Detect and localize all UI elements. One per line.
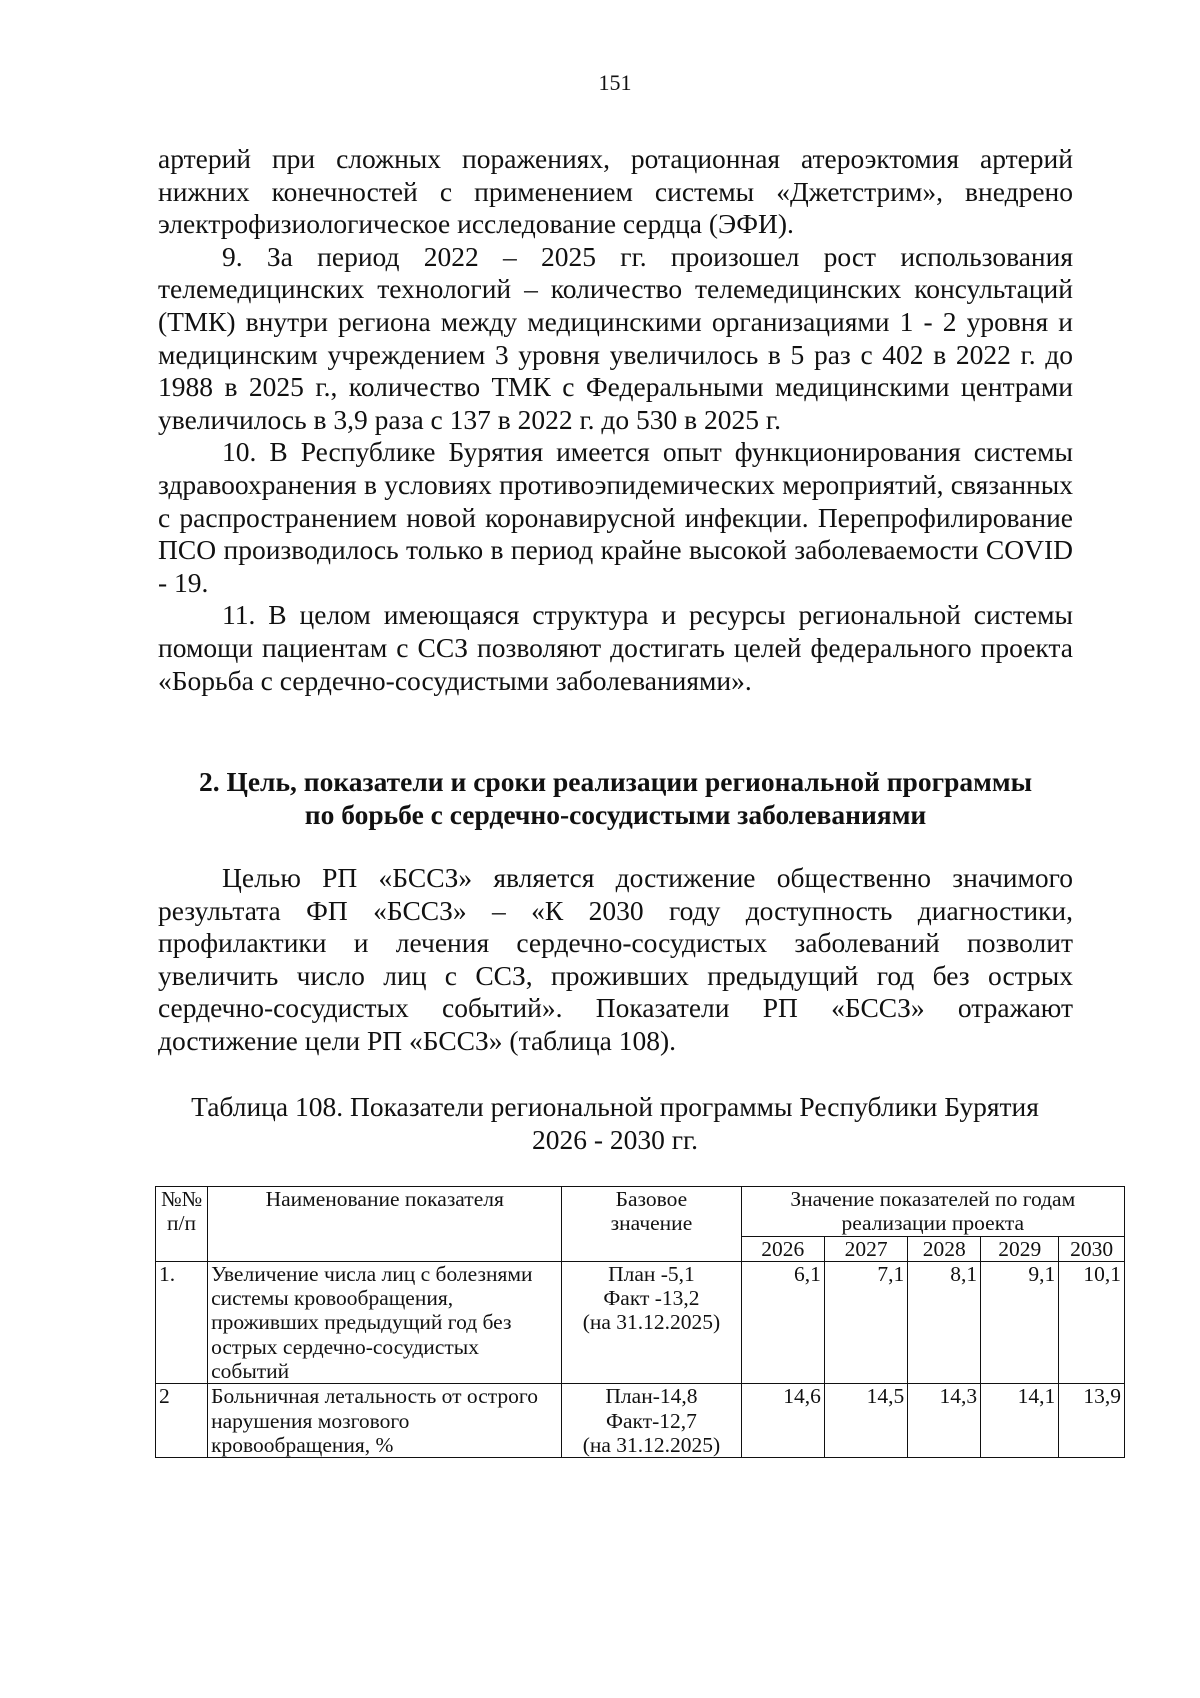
body-text-goal — [158, 862, 1073, 1058]
row-base-date: (на 31.12.2025) — [582, 1432, 721, 1457]
paragraph-continuation: артерий при сложных поражениях, ротационная атероэктомия артерий нижних конечностей с применением системы «Джетстрим», внедрено электрофизиологическое исследование сердца (ЭФИ). — [158, 143, 1073, 240]
header-indicator-name: Наименование показателя — [208, 1187, 562, 1262]
row-value-2030: 10,1 — [1059, 1261, 1125, 1383]
row-number: 1. — [156, 1261, 208, 1383]
row-indicator-name: Больничная летальность от острого нарушения мозгового кровообращения, % — [208, 1384, 562, 1458]
row-base-fact: Факт-12,7 — [606, 1408, 697, 1433]
table-caption-line-1: Таблица 108. Показатели региональной программы Республики Бурятия — [191, 1091, 1039, 1122]
header-values-line-1: Значение показателей по годам — [790, 1187, 1076, 1211]
body-text-top — [158, 143, 1073, 697]
row-value-2027: 7,1 — [824, 1261, 907, 1383]
paragraph-item-10: 10. В Республике Бурятия имеется опыт функционирования системы здравоохранения в условиях противоэпидемических мероприятий, связанных с распространением новой коронавирусной инфекции. Перепрофилирование ПСО производилось только в период крайне высокой заболеваемости COVID - 19. — [158, 436, 1073, 598]
row-number: 2 — [156, 1384, 208, 1458]
section-heading — [158, 766, 1073, 831]
table-row — [156, 1384, 1125, 1458]
header-year-2028: 2028 — [908, 1236, 981, 1261]
row-value-2026: 6,1 — [741, 1261, 824, 1383]
indicators-table — [155, 1186, 1125, 1458]
paragraph-item-11: 11. В целом имеющаяся структура и ресурсы региональной системы помощи пациентам с ССЗ позволяют достигать целей федерального проекта «Борьба с сердечно-сосудистыми заболеваниями». — [158, 599, 1073, 696]
row-value-2027: 14,5 — [824, 1384, 907, 1458]
header-base-line-1: Базовое — [615, 1187, 688, 1211]
table-caption-line-2: 2026 - 2030 гг. — [531, 1124, 699, 1155]
row-base-fact: Факт -13,2 — [603, 1286, 700, 1311]
row-value-2029: 9,1 — [981, 1261, 1059, 1383]
header-number-line-1: №№ — [161, 1187, 203, 1211]
row-base-plan: План -5,1 — [608, 1261, 695, 1286]
section-heading-line-2: по борьбе с сердечно-сосудистыми заболеваниями — [304, 798, 927, 830]
row-base-value — [562, 1261, 741, 1383]
header-values-by-year — [741, 1187, 1124, 1237]
header-year-2030: 2030 — [1059, 1236, 1125, 1261]
header-year-2026: 2026 — [741, 1236, 824, 1261]
row-value-2026: 14,6 — [741, 1384, 824, 1458]
table-header-row — [156, 1187, 1125, 1237]
header-values-line-2: реализации проекта — [841, 1211, 1025, 1236]
row-indicator-name: Увеличение числа лиц с болезнями системы кровообращения, проживших предыдущий год без острых сердечно-сосудистых событий — [208, 1261, 562, 1383]
header-base-line-2: значение — [610, 1211, 693, 1236]
row-base-date: (на 31.12.2025) — [582, 1310, 721, 1335]
row-value-2029: 14,1 — [981, 1384, 1059, 1458]
paragraph-goal: Целью РП «БССЗ» является достижение общественно значимого результата ФП «БССЗ» – «К 2030 году доступность диагностики, профилактики и лечения сердечно-сосудистых заболеваний позволит увеличить число лиц с ССЗ, проживших предыдущий год без острых сердечно-сосудистых событий». Показатели РП «БССЗ» отражают достижение цели РП «БССЗ» (таблица 108). — [158, 862, 1073, 1056]
table-row — [156, 1261, 1125, 1383]
section-heading-line-1: 2. Цель, показатели и сроки реализации региональной программы — [198, 766, 1033, 797]
page-number: 151 — [598, 70, 632, 95]
header-number-line-2: п/п — [167, 1211, 197, 1236]
header-year-2027: 2027 — [824, 1236, 907, 1261]
row-base-value — [562, 1384, 741, 1458]
table-caption — [150, 1090, 1080, 1156]
row-base-plan: План-14,8 — [605, 1384, 698, 1409]
header-number — [156, 1187, 208, 1262]
header-year-2029: 2029 — [981, 1236, 1059, 1261]
row-value-2028: 14,3 — [908, 1384, 981, 1458]
header-base-value — [562, 1187, 741, 1262]
paragraph-item-9: 9. За период 2022 – 2025 гг. произошел рост использования телемедицинских технологий – количество телемедицинских консультаций (ТМК) внутри региона между медицинскими организациями 1 - 2 уровня и медицинским учреждением 3 уровня увеличилось в 5 раз с 402 в 2022 г. до 1988 в 2025 г., количество ТМК с Федеральными медицинскими центрами увеличилось в 3,9 раза с 137 в 2022 г. до 530 в 2025 г. — [158, 240, 1073, 435]
row-value-2028: 8,1 — [908, 1261, 981, 1383]
row-value-2030: 13,9 — [1059, 1384, 1125, 1458]
